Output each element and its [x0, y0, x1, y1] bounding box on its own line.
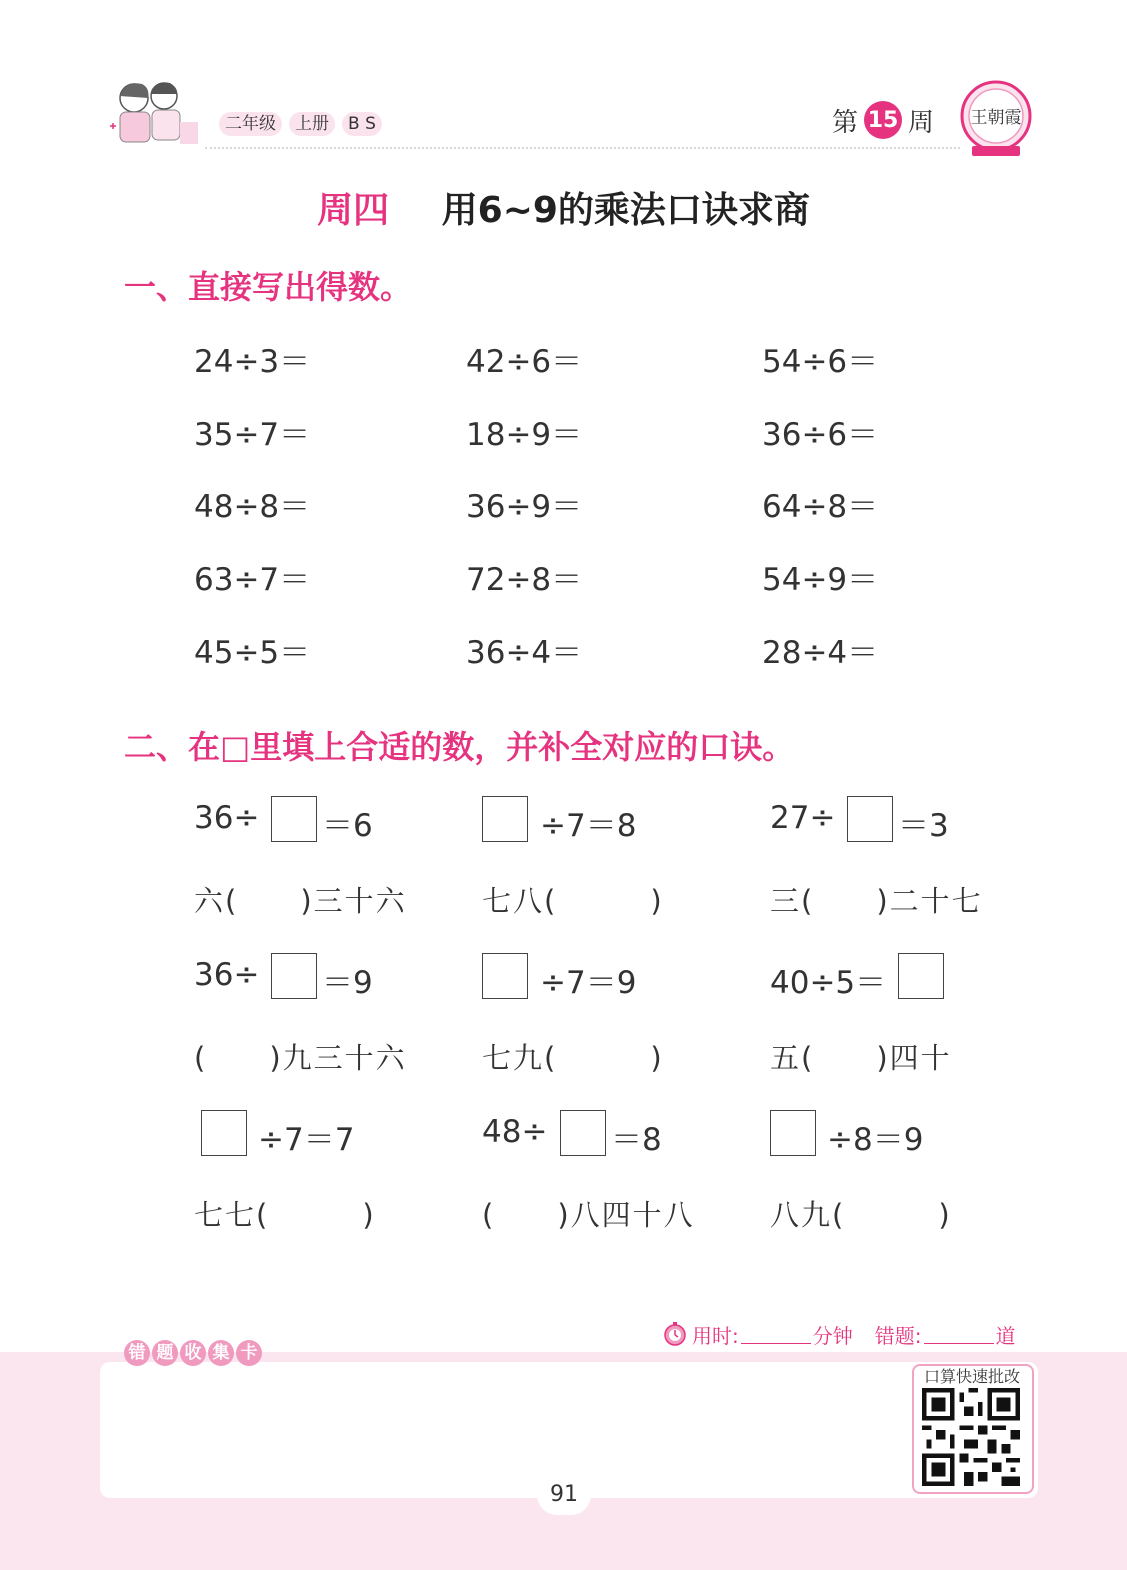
equation: 42÷6＝ — [466, 344, 583, 380]
equation: 48÷8＝ — [194, 489, 311, 525]
equation-part: ÷7＝8 — [540, 808, 637, 844]
equation: 54÷6＝ — [762, 344, 879, 380]
equation-part: ＝9 — [322, 965, 373, 1001]
equation: 18÷9＝ — [466, 417, 583, 453]
week-prefix: 第 — [832, 107, 859, 138]
equation-part: ÷7＝7 — [258, 1122, 355, 1158]
answer-box[interactable] — [560, 1110, 606, 1156]
week-number-badge: 15 — [864, 101, 902, 139]
chant-line: 八九( ) — [770, 1198, 952, 1232]
header-divider — [205, 147, 960, 149]
week-suffix: 周 — [908, 107, 935, 138]
edition-tag: B S — [342, 112, 382, 136]
collect-char: 收 — [180, 1340, 206, 1366]
equation-part: ÷8＝9 — [827, 1122, 924, 1158]
section1-heading: 一、直接写出得数。 — [124, 268, 413, 306]
time-unit: 分钟 — [812, 1323, 853, 1348]
page-title — [0, 182, 1127, 233]
equation: 28÷4＝ — [762, 635, 879, 671]
equation: 45÷5＝ — [194, 635, 311, 671]
volume-tag: 上册 — [289, 112, 335, 136]
answer-box[interactable] — [847, 796, 893, 842]
collect-char: 错 — [124, 1340, 150, 1366]
time-label: 用时: — [692, 1323, 739, 1348]
equation-part: 36÷ — [194, 800, 260, 836]
equation: 72÷8＝ — [466, 562, 583, 598]
collect-char: 集 — [208, 1340, 234, 1366]
answer-box[interactable] — [201, 1110, 247, 1156]
equation-part: ＝3 — [898, 808, 949, 844]
answer-box[interactable] — [898, 953, 944, 999]
equation: 24÷3＝ — [194, 344, 311, 380]
grade-tag: 二年级 — [219, 112, 282, 136]
section2-heading: 二、在□里填上合适的数，并补全对应的口诀。 — [124, 728, 795, 766]
stopwatch-icon — [662, 1321, 688, 1347]
errors-blank[interactable] — [924, 1325, 994, 1344]
answer-box[interactable] — [271, 953, 317, 999]
equation: 35÷7＝ — [194, 417, 311, 453]
equation-part: 36÷ — [194, 957, 260, 993]
week-indicator — [832, 98, 934, 142]
chant-line: 七八( ) — [482, 884, 664, 918]
answer-box[interactable] — [770, 1110, 816, 1156]
chant-line: 七七( ) — [194, 1198, 376, 1232]
brand-seal-logo — [958, 76, 1034, 160]
kids-illustration — [104, 66, 204, 156]
equation: 36÷4＝ — [466, 635, 583, 671]
errors-unit: 道 — [995, 1323, 1016, 1348]
equation-part: 27÷ — [770, 800, 836, 836]
answer-box[interactable] — [482, 796, 528, 842]
equation: 63÷7＝ — [194, 562, 311, 598]
chant-line: ( )八四十八 — [482, 1198, 695, 1232]
equation-part: 48÷ — [482, 1114, 548, 1150]
equation-part: 40÷5＝ — [770, 965, 887, 1001]
answer-box[interactable] — [271, 796, 317, 842]
error-collection-label — [124, 1340, 262, 1370]
qr-caption: 口算快速批改 — [923, 1367, 1020, 1386]
answer-box[interactable] — [482, 953, 528, 999]
page-number: 91 — [537, 1475, 591, 1515]
equation: 54÷9＝ — [762, 562, 879, 598]
equation-part: ÷7＝9 — [540, 965, 637, 1001]
title-text: 用6~9的乘法口诀求商 — [441, 190, 810, 231]
equation: 36÷6＝ — [762, 417, 879, 453]
chant-line: 三( )二十七 — [770, 884, 983, 918]
chant-line: 六( )三十六 — [194, 884, 407, 918]
collect-char: 题 — [152, 1340, 178, 1366]
equation-part: ＝8 — [611, 1122, 662, 1158]
chant-line: 七九( ) — [482, 1041, 664, 1075]
title-day: 周四 — [317, 190, 390, 231]
time-errors-row — [662, 1318, 1016, 1350]
qr-code-icon[interactable] — [922, 1388, 1020, 1486]
chant-line: ( )九三十六 — [194, 1041, 407, 1075]
chant-line: 五( )四十 — [770, 1041, 952, 1075]
equation: 64÷8＝ — [762, 489, 879, 525]
svg-text:王朝霞: 王朝霞 — [970, 108, 1022, 128]
errors-label: 错题: — [874, 1323, 922, 1348]
time-blank[interactable] — [741, 1325, 811, 1344]
collect-char: 卡 — [236, 1340, 262, 1366]
equation: 36÷9＝ — [466, 489, 583, 525]
equation-part: ＝6 — [322, 808, 373, 844]
